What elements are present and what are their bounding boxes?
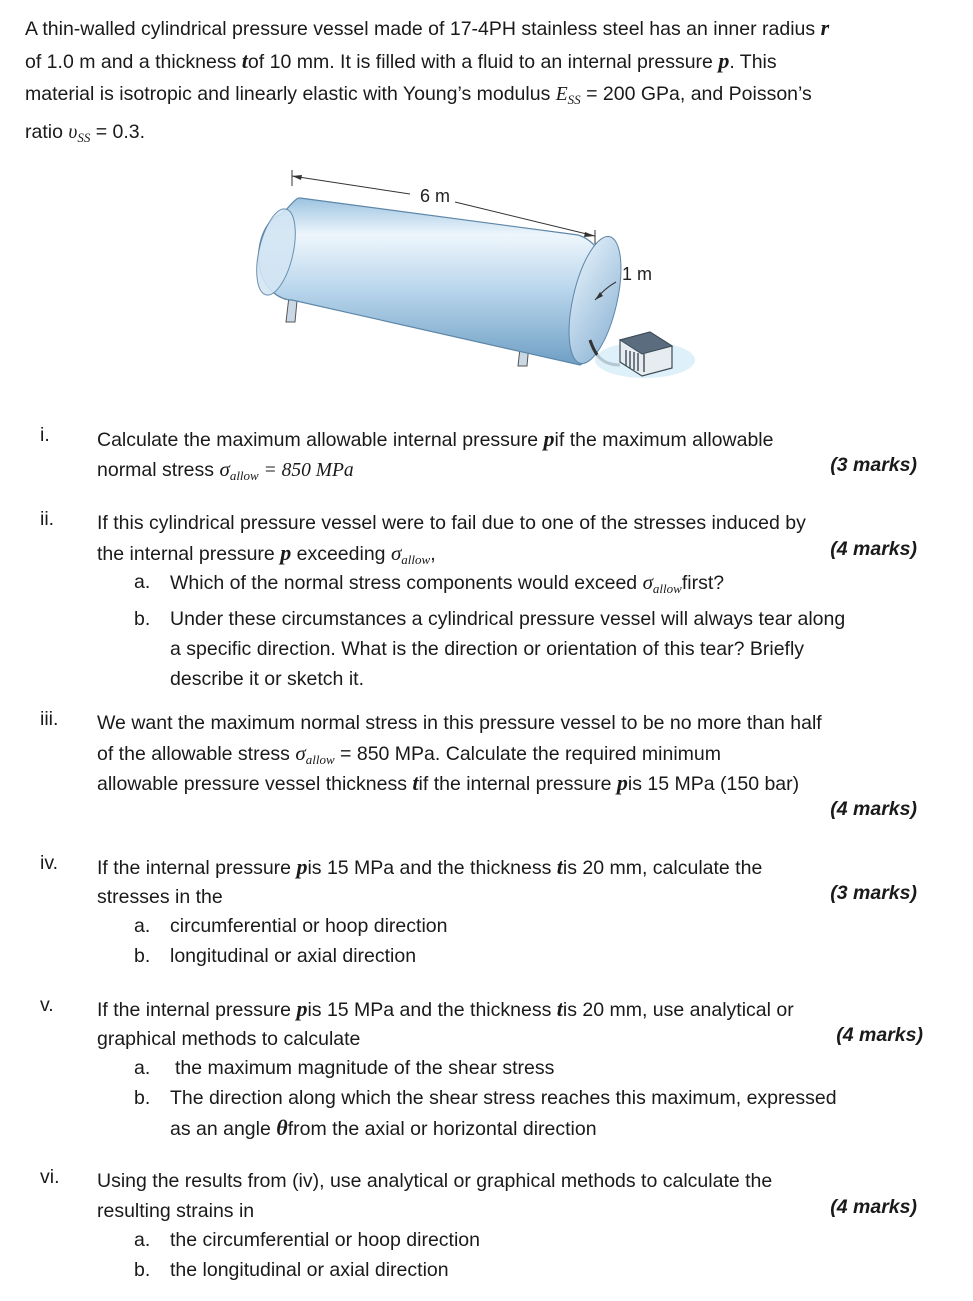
question-number: iv. bbox=[40, 852, 59, 874]
question-body: We want the maximum normal stress in this pressure vessel to be no more than half of the allowable stress $\sigma_{allow} = 850$ MPa. Calculate the required minimum allowable pressure vessel thickness tif the internal pressure pis 15 MPa (150 bar) bbox=[97, 712, 822, 795]
sub-question-a: a. the maximum magnitude of the shear stress bbox=[134, 1057, 555, 1079]
question-body: If the internal pressure pis 15 MPa and the thickness tis 20 mm, calculate the stresses in the bbox=[97, 854, 763, 908]
sub-question-b: b. The direction along which the shear stress reaches this maximum, expressed as an angle θfrom the axial or horizontal direction bbox=[134, 1087, 837, 1140]
marks-label: (3 marks) bbox=[830, 882, 917, 904]
intro-line-4: ratio $\upsilon_{SS} = 0.3$. bbox=[25, 121, 146, 145]
vessel-body bbox=[250, 198, 632, 368]
sub-question-a: a. the circumferential or hoop direction bbox=[134, 1229, 480, 1251]
sub-question-b: b. the longitudinal or axial direction bbox=[134, 1259, 449, 1281]
intro-line-2: of 1.0 m and a thickness tof 10 mm. It is filled with a fluid to an internal pressure p. This bbox=[25, 48, 777, 73]
sub-question-a: a. circumferential or hoop direction bbox=[134, 915, 448, 937]
pressure-symbol: p bbox=[718, 48, 730, 73]
marks-label: (4 marks) bbox=[830, 798, 917, 820]
youngs-modulus-symbol: E bbox=[555, 84, 568, 105]
pump-unit bbox=[590, 332, 695, 378]
intro-line-1: A thin-walled cylindrical pressure vessel made of 17-4PH stainless steel has an inner radius r bbox=[25, 15, 830, 40]
question-body: Calculate the maximum allowable internal pressure pif the maximum allowable normal stress $\sigma_{allow} = 850$ MPa bbox=[97, 426, 774, 483]
thickness-symbol: t bbox=[241, 48, 248, 73]
marks-label: (3 marks) bbox=[830, 454, 917, 476]
question-number: vi. bbox=[40, 1166, 60, 1188]
sub-question-a: a. Which of the normal stress components would exceed $\sigma_{allow}first$? bbox=[134, 570, 725, 596]
question-body: If this cylindrical pressure vessel were to fail due to one of the stresses induced by the internal pressure p exceeding $\sigma_{allow}$, bbox=[97, 512, 806, 567]
length-label: 6 m bbox=[420, 186, 451, 206]
sub-question-b: b. Under these circumstances a cylindrical pressure vessel will always tear along a specific direction. What is the direction or orientation of this tear? Briefly describe it or sketch it. bbox=[134, 608, 846, 690]
question-number: v. bbox=[40, 994, 54, 1016]
marks-label: (4 marks) bbox=[830, 538, 917, 560]
marks-label: (4 marks) bbox=[830, 1196, 917, 1218]
sub-question-b: b. longitudinal or axial direction bbox=[134, 945, 417, 967]
marks-label: (4 marks) bbox=[836, 1024, 923, 1046]
question-number: i. bbox=[40, 424, 50, 446]
problem-statement bbox=[25, 12, 940, 154]
radius-label: 1 m bbox=[622, 264, 653, 284]
pressure-vessel-illustration bbox=[240, 160, 700, 400]
question-body: If the internal pressure pis 15 MPa and the thickness tis 20 mm, use analytical or graphical methods to calculate bbox=[97, 996, 794, 1050]
intro-line-3: material is isotropic and linearly elastic with Young’s modulus $E_{SS} = 200$ GPa, and Poisson’s bbox=[25, 83, 812, 107]
pressure-vessel-figure bbox=[240, 160, 700, 400]
question-number: iii. bbox=[40, 708, 59, 730]
radius-symbol: r bbox=[820, 15, 830, 40]
theta-symbol: θ bbox=[276, 1115, 288, 1140]
question-body: Using the results from (iv), use analytical or graphical methods to calculate the resulting strains in bbox=[97, 1170, 773, 1222]
poisson-symbol: υ bbox=[68, 122, 78, 143]
question-number: ii. bbox=[40, 508, 55, 530]
